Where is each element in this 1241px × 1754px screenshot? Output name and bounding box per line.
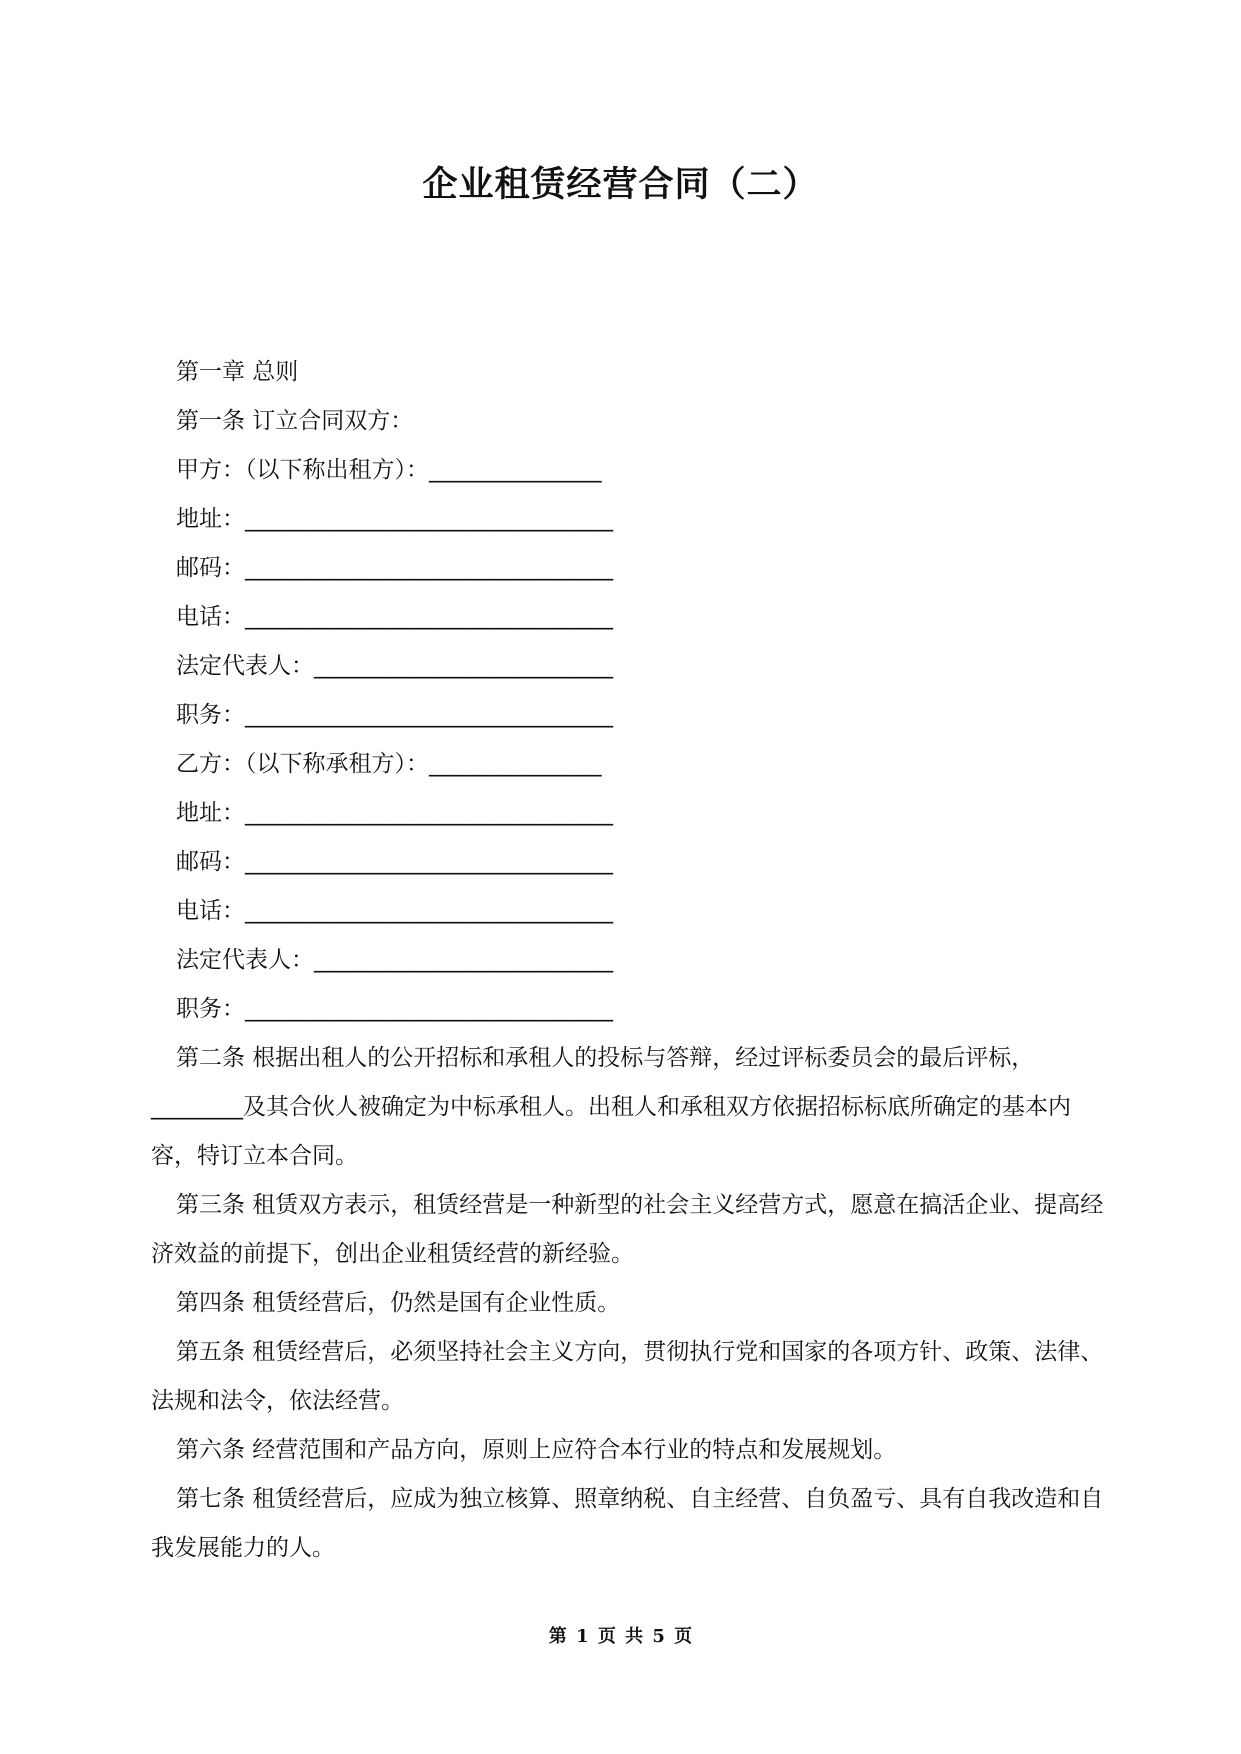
party-a-phone-line: 电话：________________________________ (176, 604, 613, 630)
party-a-address-line: 地址：________________________________ (176, 506, 613, 532)
page-number: 第 1 页 共 5 页 (548, 1626, 693, 1647)
article-3-paragraph: 第三条 租赁双方表示，租赁经营是一种新型的社会主义经营方式，愿意在搞活企业、提高经济效益的前提下，创出企业租赁经营的新经验。 (151, 1192, 1104, 1267)
article-2-paragraph: 第二条 根据出租人的公开招标和承租人的投标与答辩，经过评标委员会的最后评标，________及其合伙人被确定为中标承租人。出租人和承租双方依据招标标底所确定的基本内容，特订立本合同。 (151, 1045, 1071, 1169)
party-a-position-line: 职务：________________________________ (176, 702, 613, 728)
article-7-paragraph: 第七条 租赁经营后，应成为独立核算、照章纳税、自主经营、自负盈亏、具有自我改造和自我发展能力的人。 (151, 1486, 1104, 1561)
document-body (151, 348, 1109, 1573)
article-5-paragraph: 第五条 租赁经营后，必须坚持社会主义方向，贯彻执行党和国家的各项方针、政策、法律、法规和法令，依法经营。 (151, 1339, 1104, 1414)
party-b-address-line: 地址：________________________________ (176, 800, 613, 826)
party-b-phone-line: 电话：________________________________ (176, 898, 613, 924)
party-b-legal-rep-line: 法定代表人：__________________________ (176, 947, 613, 973)
article-1-heading: 第一条 订立合同双方： (176, 408, 414, 434)
party-b-position-line: 职务：________________________________ (176, 996, 613, 1022)
document-title: 企业租赁经营合同（二） (422, 165, 819, 205)
article-6-paragraph: 第六条 经营范围和产品方向，原则上应符合本行业的特点和发展规划。 (176, 1437, 897, 1463)
party-a-postcode-line: 邮码：________________________________ (176, 555, 613, 581)
article-4-paragraph: 第四条 租赁经营后，仍然是国有企业性质。 (176, 1290, 621, 1316)
party-b-postcode-line: 邮码：________________________________ (176, 849, 613, 875)
party-b-line: 乙方：（以下称承租方）：_______________ (176, 751, 602, 777)
party-a-line: 甲方：（以下称出租方）：_______________ (176, 457, 602, 483)
party-a-legal-rep-line: 法定代表人：__________________________ (176, 653, 613, 679)
chapter-heading: 第一章 总则 (176, 359, 299, 385)
